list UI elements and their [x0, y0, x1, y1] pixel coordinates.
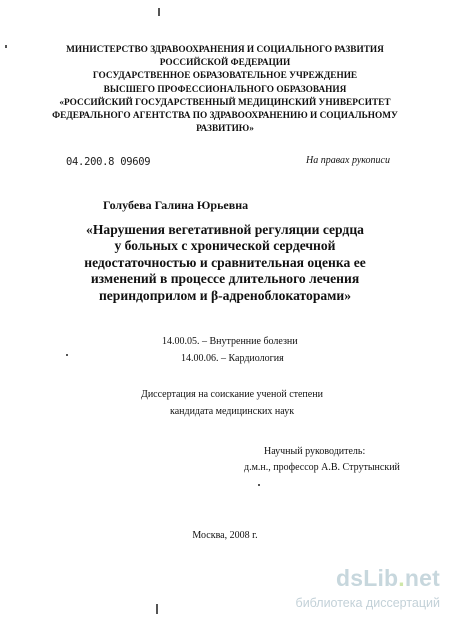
title-line: изменений в процессе длительного лечения [90, 271, 360, 287]
institution-line: РАЗВИТИЮ» [196, 124, 254, 135]
title-line: у больных с хронической сердечной [114, 238, 336, 254]
logo-main: dsLib [335, 565, 399, 591]
logo-tld: net [404, 565, 440, 591]
supervisor-label: Научный руководитель: [264, 446, 366, 457]
institution-header [0, 44, 450, 136]
scan-speck [66, 354, 68, 356]
city-year: Москва, 2008 г. [192, 530, 258, 541]
archive-number: 04.200.8 09609 [66, 156, 151, 168]
title-line: недостаточностью и сравнительная оценка ее [84, 254, 366, 270]
institution-line: «РОССИЙСКИЙ ГОСУДАРСТВЕННЫЙ МЕДИЦИНСКИЙ УНИВЕРСИТЕТ [59, 97, 391, 108]
scan-speck [156, 604, 158, 614]
scan-speck [258, 484, 260, 486]
institution-line: МИНИСТЕРСТВО ЗДРАВООХРАНЕНИЯ И СОЦИАЛЬНОГО РАЗВИТИЯ [66, 45, 384, 55]
scan-speck [158, 8, 160, 16]
specialty-internal-diseases: 14.00.05. – Внутренние болезни [162, 336, 298, 347]
supervisor-name: д.м.н., профессор А.В. Струтынский [244, 462, 400, 473]
dslib-watermark-caption: библиотека диссертаций [295, 596, 440, 610]
degree-line: Диссертация на соискание ученой степени [141, 389, 323, 400]
institution-line: ВЫСШЕГО ПРОФЕССИОНАЛЬНОГО ОБРАЗОВАНИЯ [103, 84, 347, 95]
dslib-watermark-logo [336, 565, 440, 592]
institution-line: ФЕДЕРАЛЬНОГО АГЕНТСТВА ПО ЗДРАВООХРАНЕНИЮ И СОЦИАЛЬНОМУ [52, 111, 398, 122]
logo-dot: . [398, 565, 405, 591]
dissertation-title [0, 222, 450, 304]
rights-note: На правах рукописи [306, 155, 390, 166]
institution-line: ГОСУДАРСТВЕННОЕ ОБРАЗОВАТЕЛЬНОЕ УЧРЕЖДЕНИЕ [92, 71, 358, 82]
specialty-cardiology: 14.00.06. – Кардиология [181, 353, 284, 364]
title-line: периндоприлом и β-адреноблокаторами» [98, 287, 352, 303]
author-name: Голубева Галина Юрьевна [103, 198, 249, 212]
institution-line: РОССИЙСКОЙ ФЕДЕРАЦИИ [159, 58, 291, 69]
title-line: «Нарушения вегетативной регуляции сердца [86, 222, 364, 237]
degree-line: кандидата медицинских наук [170, 406, 295, 417]
